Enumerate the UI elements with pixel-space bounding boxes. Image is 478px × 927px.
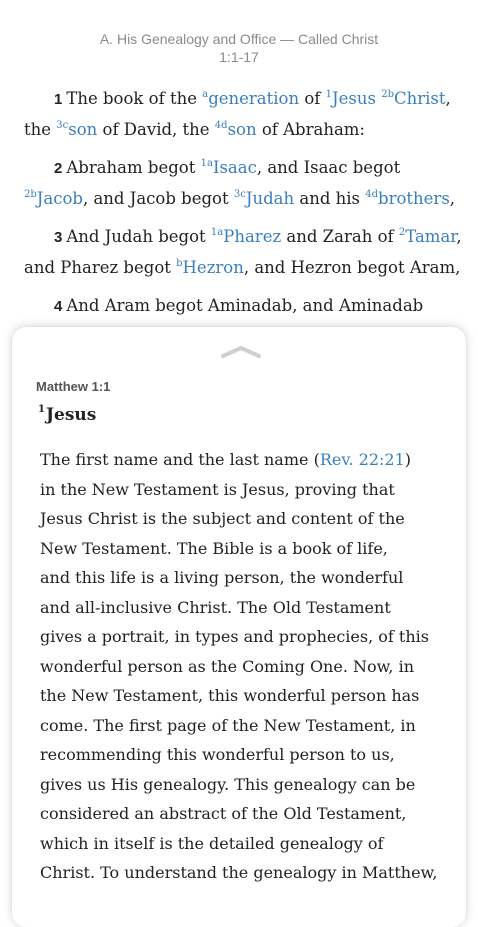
note-line: [40, 858, 460, 888]
note-line: [40, 593, 460, 623]
footnote-link-text: generation: [208, 89, 300, 108]
note-line: [40, 504, 460, 534]
footnote-marker: 3c: [56, 119, 69, 131]
verse-text: ,: [456, 227, 462, 246]
verse-text: And Judah begot: [66, 227, 211, 246]
verse-text: the: [24, 119, 57, 139]
note-text: Christ. To understand the genealogy in Matthew,: [40, 863, 438, 882]
footnote-link-text: Jacob: [36, 188, 83, 208]
footnote-link[interactable]: [326, 89, 376, 108]
note-text: considered an abstract of the Old Testament,: [40, 804, 407, 823]
note-title: [38, 405, 96, 425]
note-text: The first name and the last name (: [40, 450, 320, 469]
note-text: New Testament. The Bible is a book of life,: [40, 538, 388, 558]
footnote-marker: 1: [325, 89, 333, 100]
note-line: [40, 622, 460, 652]
section-title: A. His Genealogy and Office — Called Christ: [99, 31, 379, 47]
footnote-marker: 2b: [24, 188, 37, 200]
note-text: Jesus Christ is the subject and content of the: [40, 509, 405, 528]
note-line: [40, 829, 460, 859]
footnote-link[interactable]: [56, 120, 97, 139]
section-range: 1:1-17: [219, 49, 259, 65]
footnote-link[interactable]: [365, 189, 450, 208]
note-reference: Matthew 1:1: [36, 379, 111, 394]
verse-text: ,: [445, 89, 451, 108]
note-text: recommending this wonderful person to us,: [40, 745, 395, 764]
verse-list: [24, 84, 469, 331]
note-text: come. The first page of the New Testament, in: [40, 715, 416, 735]
footnote-marker: 1a: [210, 227, 224, 238]
note-text: in the New Testament is Jesus, proving that: [40, 479, 395, 499]
footnote-link[interactable]: [202, 89, 299, 108]
verse: [24, 153, 469, 213]
verse-text: and Pharez begot: [24, 257, 177, 277]
note-footnote-number: 1: [38, 404, 45, 415]
footnote-marker: 4d: [214, 119, 228, 131]
verse: [24, 222, 469, 282]
footnote-link-text: Pharez: [223, 227, 282, 246]
footnote-link[interactable]: [176, 258, 244, 277]
note-line: [40, 652, 460, 682]
note-text: and all-inclusive Christ. The Old Testament: [40, 597, 391, 617]
note-text: wonderful person as the Coming One. Now, in: [40, 656, 415, 676]
verse-text: of: [299, 89, 326, 108]
note-line: [40, 799, 460, 829]
verse-number: 2: [54, 160, 63, 177]
verse-number: 3: [54, 229, 63, 246]
footnote-sheet[interactable]: [12, 327, 466, 927]
chevron-up-icon[interactable]: [217, 343, 265, 359]
verse-text: of Abraham:: [256, 119, 365, 139]
verse-text: The book of the: [66, 89, 203, 108]
footnote-link-text: Christ: [393, 89, 446, 108]
footnote-link-text: Hezron: [182, 257, 244, 277]
footnote-link-text: Tamar: [405, 227, 457, 246]
footnote-link-text: brothers: [378, 188, 450, 208]
footnote-marker: a: [202, 89, 209, 100]
verse-text: And Aram begot Aminadab, and Aminadab: [66, 296, 424, 315]
verse-text: , and Isaac begot: [256, 158, 401, 177]
verse-number: 4: [54, 298, 63, 315]
note-text: and this life is a living person, the wonderful: [40, 568, 404, 587]
note-line: [40, 563, 460, 593]
note-line: [40, 681, 460, 711]
verse-text: and Zarah of: [281, 227, 399, 246]
note-title-text: Jesus: [45, 405, 97, 425]
footnote-link-text: Jesus: [332, 89, 376, 108]
verse-text: , and Jacob begot: [82, 188, 234, 208]
verse-text: and his: [294, 188, 366, 208]
footnote-link[interactable]: [201, 158, 257, 177]
cross-reference-link[interactable]: Rev. 22:21: [319, 450, 405, 469]
footnote-link[interactable]: [381, 89, 445, 108]
verse-text: of David, the: [97, 119, 215, 139]
footnote-marker: 1a: [200, 158, 213, 169]
footnote-link[interactable]: [399, 227, 457, 246]
note-line: [40, 534, 460, 564]
footnote-marker: 3c: [233, 188, 246, 200]
note-text: gives a portrait, in types and prophecies, of this: [40, 627, 429, 646]
note-line: [40, 445, 460, 475]
note-body: [40, 445, 460, 888]
footnote-link-text: Judah: [245, 188, 295, 208]
footnote-marker: 2: [398, 227, 406, 238]
verse-text: Abraham begot: [66, 158, 201, 177]
verse: [24, 84, 469, 144]
verse-text: , and Hezron begot Aram,: [243, 257, 461, 277]
verse-number: 1: [54, 91, 63, 108]
note-line: [40, 740, 460, 770]
note-line: [40, 475, 460, 505]
note-text: the New Testament, this wonderful person has: [40, 686, 420, 705]
note-line: [40, 711, 460, 741]
footnote-link[interactable]: [24, 189, 83, 208]
footnote-link[interactable]: [215, 120, 257, 139]
section-header: [0, 30, 478, 66]
footnote-link[interactable]: [234, 189, 294, 208]
note-line: [40, 770, 460, 800]
footnote-link[interactable]: [211, 227, 281, 246]
note-text: gives us His genealogy. This genealogy can be: [40, 774, 416, 794]
verse: [24, 291, 469, 322]
footnote-marker: 2b: [381, 89, 394, 100]
note-text: ): [404, 450, 411, 469]
verse-text: ,: [449, 188, 456, 208]
note-text: which in itself is the detailed genealogy of: [40, 833, 384, 853]
footnote-link-text: son: [227, 119, 257, 139]
footnote-marker: 4d: [365, 188, 379, 200]
footnote-link-text: Isaac: [212, 158, 257, 177]
footnote-marker: b: [176, 257, 183, 269]
footnote-link-text: son: [68, 119, 98, 139]
